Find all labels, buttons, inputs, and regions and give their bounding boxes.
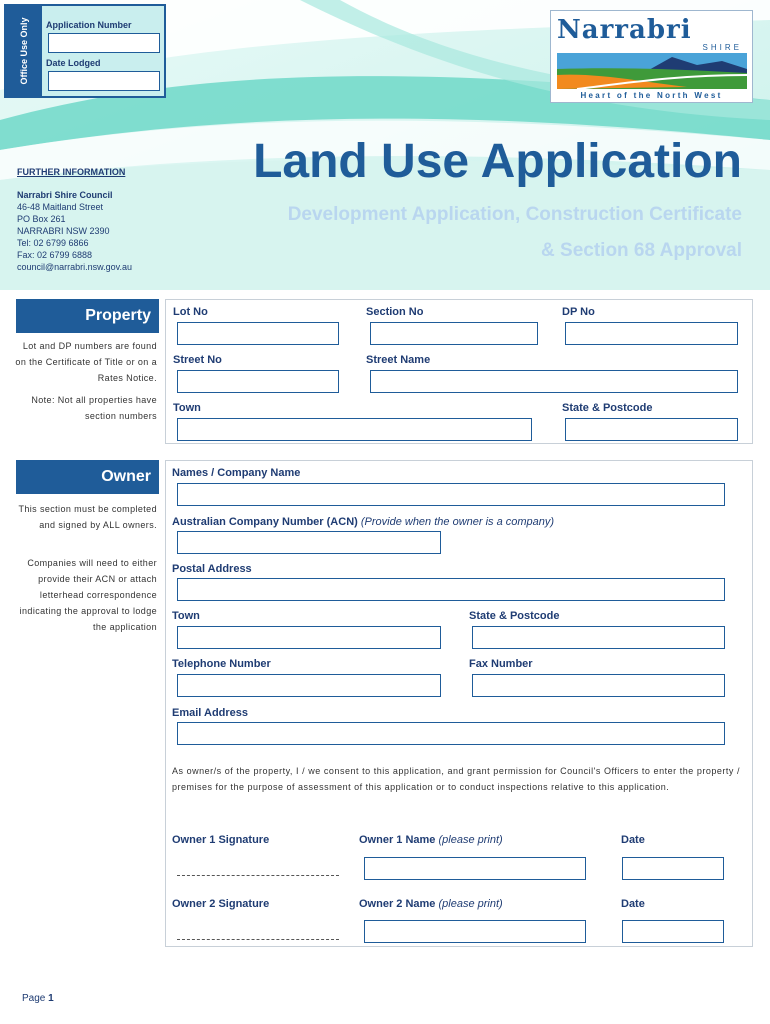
street-no-label: Street No [173, 354, 222, 366]
owner2-signature-line[interactable] [177, 939, 339, 940]
owner2-name-label [359, 898, 503, 910]
owner1-date-field[interactable] [622, 857, 724, 880]
logo-tagline: Heart of the North West [580, 91, 723, 100]
owner1-date-label: Date [621, 834, 645, 846]
property-state-postcode-label: State & Postcode [562, 402, 653, 414]
section-no-label: Section No [366, 306, 424, 318]
owner2-name-field[interactable] [364, 920, 586, 943]
town-line: NARRABRI NSW 2390 [17, 226, 110, 236]
acn-field[interactable] [177, 531, 441, 554]
application-number-label: Application Number [46, 20, 132, 30]
page-label: Page [22, 993, 46, 1004]
owner1-please-print: (please print) [438, 834, 503, 846]
owner-town-label: Town [172, 610, 200, 622]
property-note-lot-dp: Lot and DP numbers are found on the Certificate of Title or on a Rates Notice. [15, 341, 157, 383]
office-use-label: Office Use Only [19, 17, 29, 85]
acn-label-text: Australian Company Number (ACN) [172, 516, 358, 528]
lot-no-label: Lot No [173, 306, 208, 318]
council-name: Narrabri Shire Council [17, 190, 113, 200]
postal-address-label: Postal Address [172, 563, 252, 575]
telephone-line: Tel: 02 6799 6866 [17, 238, 89, 248]
owner2-date-label: Date [621, 898, 645, 910]
owner1-signature-label: Owner 1 Signature [172, 834, 270, 846]
telephone-field[interactable] [177, 674, 441, 697]
telephone-label: Telephone Number [172, 658, 271, 670]
fax-field[interactable] [472, 674, 725, 697]
names-company-label: Names / Company Name [172, 467, 301, 479]
property-tab: Property [16, 299, 159, 333]
application-number-field[interactable] [48, 33, 160, 53]
property-note-section: Note: Not all properties have section numbers [31, 395, 157, 421]
lot-no-field[interactable] [177, 322, 339, 345]
postal-address-field[interactable] [177, 578, 725, 601]
owner1-name-label-text: Owner 1 Name [359, 834, 436, 846]
further-info-heading: FURTHER INFORMATION [17, 167, 126, 177]
owner-tab: Owner [16, 460, 159, 494]
street-name-field[interactable] [370, 370, 738, 393]
email-line: council@narrabri.nsw.gov.au [17, 262, 133, 272]
office-use-strip [6, 6, 42, 96]
property-town-field[interactable] [177, 418, 532, 441]
names-company-field[interactable] [177, 483, 725, 506]
owner1-name-label [359, 834, 503, 846]
page-number-value: 1 [48, 993, 54, 1004]
owner1-name-field[interactable] [364, 857, 586, 880]
address-line: 46-48 Maitland Street [17, 202, 104, 212]
email-label: Email Address [172, 707, 249, 719]
date-lodged-field[interactable] [48, 71, 160, 91]
acn-label [172, 516, 554, 528]
section-no-field[interactable] [370, 322, 538, 345]
owner-state-postcode-field[interactable] [472, 626, 725, 649]
fax-label: Fax Number [469, 658, 533, 670]
owner2-date-field[interactable] [622, 920, 724, 943]
owner-note-signing: This section must be completed and signed by ALL owners. [18, 504, 157, 530]
office-use-box [4, 4, 166, 98]
owner-consent-text: As owner/s of the property, I / we consent to this application, and grant permission for Council's Officers to enter the property / premises for the purpose of assessment of this application or to conduct inspections relative to this application. [172, 766, 740, 792]
street-no-field[interactable] [177, 370, 339, 393]
owner2-signature-label: Owner 2 Signature [172, 898, 270, 910]
street-name-label: Street Name [366, 354, 431, 366]
further-information [17, 166, 132, 273]
po-box-line: PO Box 261 [17, 214, 66, 224]
page-title: Land Use Application [253, 135, 742, 188]
owner1-signature-line[interactable] [177, 875, 339, 876]
property-state-postcode-field[interactable] [565, 418, 738, 441]
email-field[interactable] [177, 722, 725, 745]
acn-hint: (Provide when the owner is a company) [360, 516, 555, 528]
owner-town-field[interactable] [177, 626, 441, 649]
owner-state-postcode-label: State & Postcode [469, 610, 560, 622]
owner2-please-print: (please print) [438, 898, 503, 910]
page-number [22, 993, 54, 1004]
page-subtitle-line1: Development Application, Construction Certificate [287, 204, 742, 225]
logo-landscape-icon [557, 53, 747, 89]
fax-line: Fax: 02 6799 6888 [17, 250, 93, 260]
logo-shire: SHIRE [702, 43, 742, 52]
owner-note-companies: Companies will need to either provide their ACN or attach letterhead correspondence indicating the approval to lodge the application [19, 558, 157, 632]
property-town-label: Town [173, 402, 201, 414]
dp-no-field[interactable] [565, 322, 738, 345]
dp-no-label: DP No [562, 306, 595, 318]
narrabri-logo [550, 10, 753, 103]
date-lodged-label: Date Lodged [46, 58, 101, 68]
owner2-name-label-text: Owner 2 Name [359, 898, 436, 910]
page-subtitle-line2: & Section 68 Approval [541, 240, 742, 261]
logo-wordmark: Narrabri [557, 15, 692, 45]
